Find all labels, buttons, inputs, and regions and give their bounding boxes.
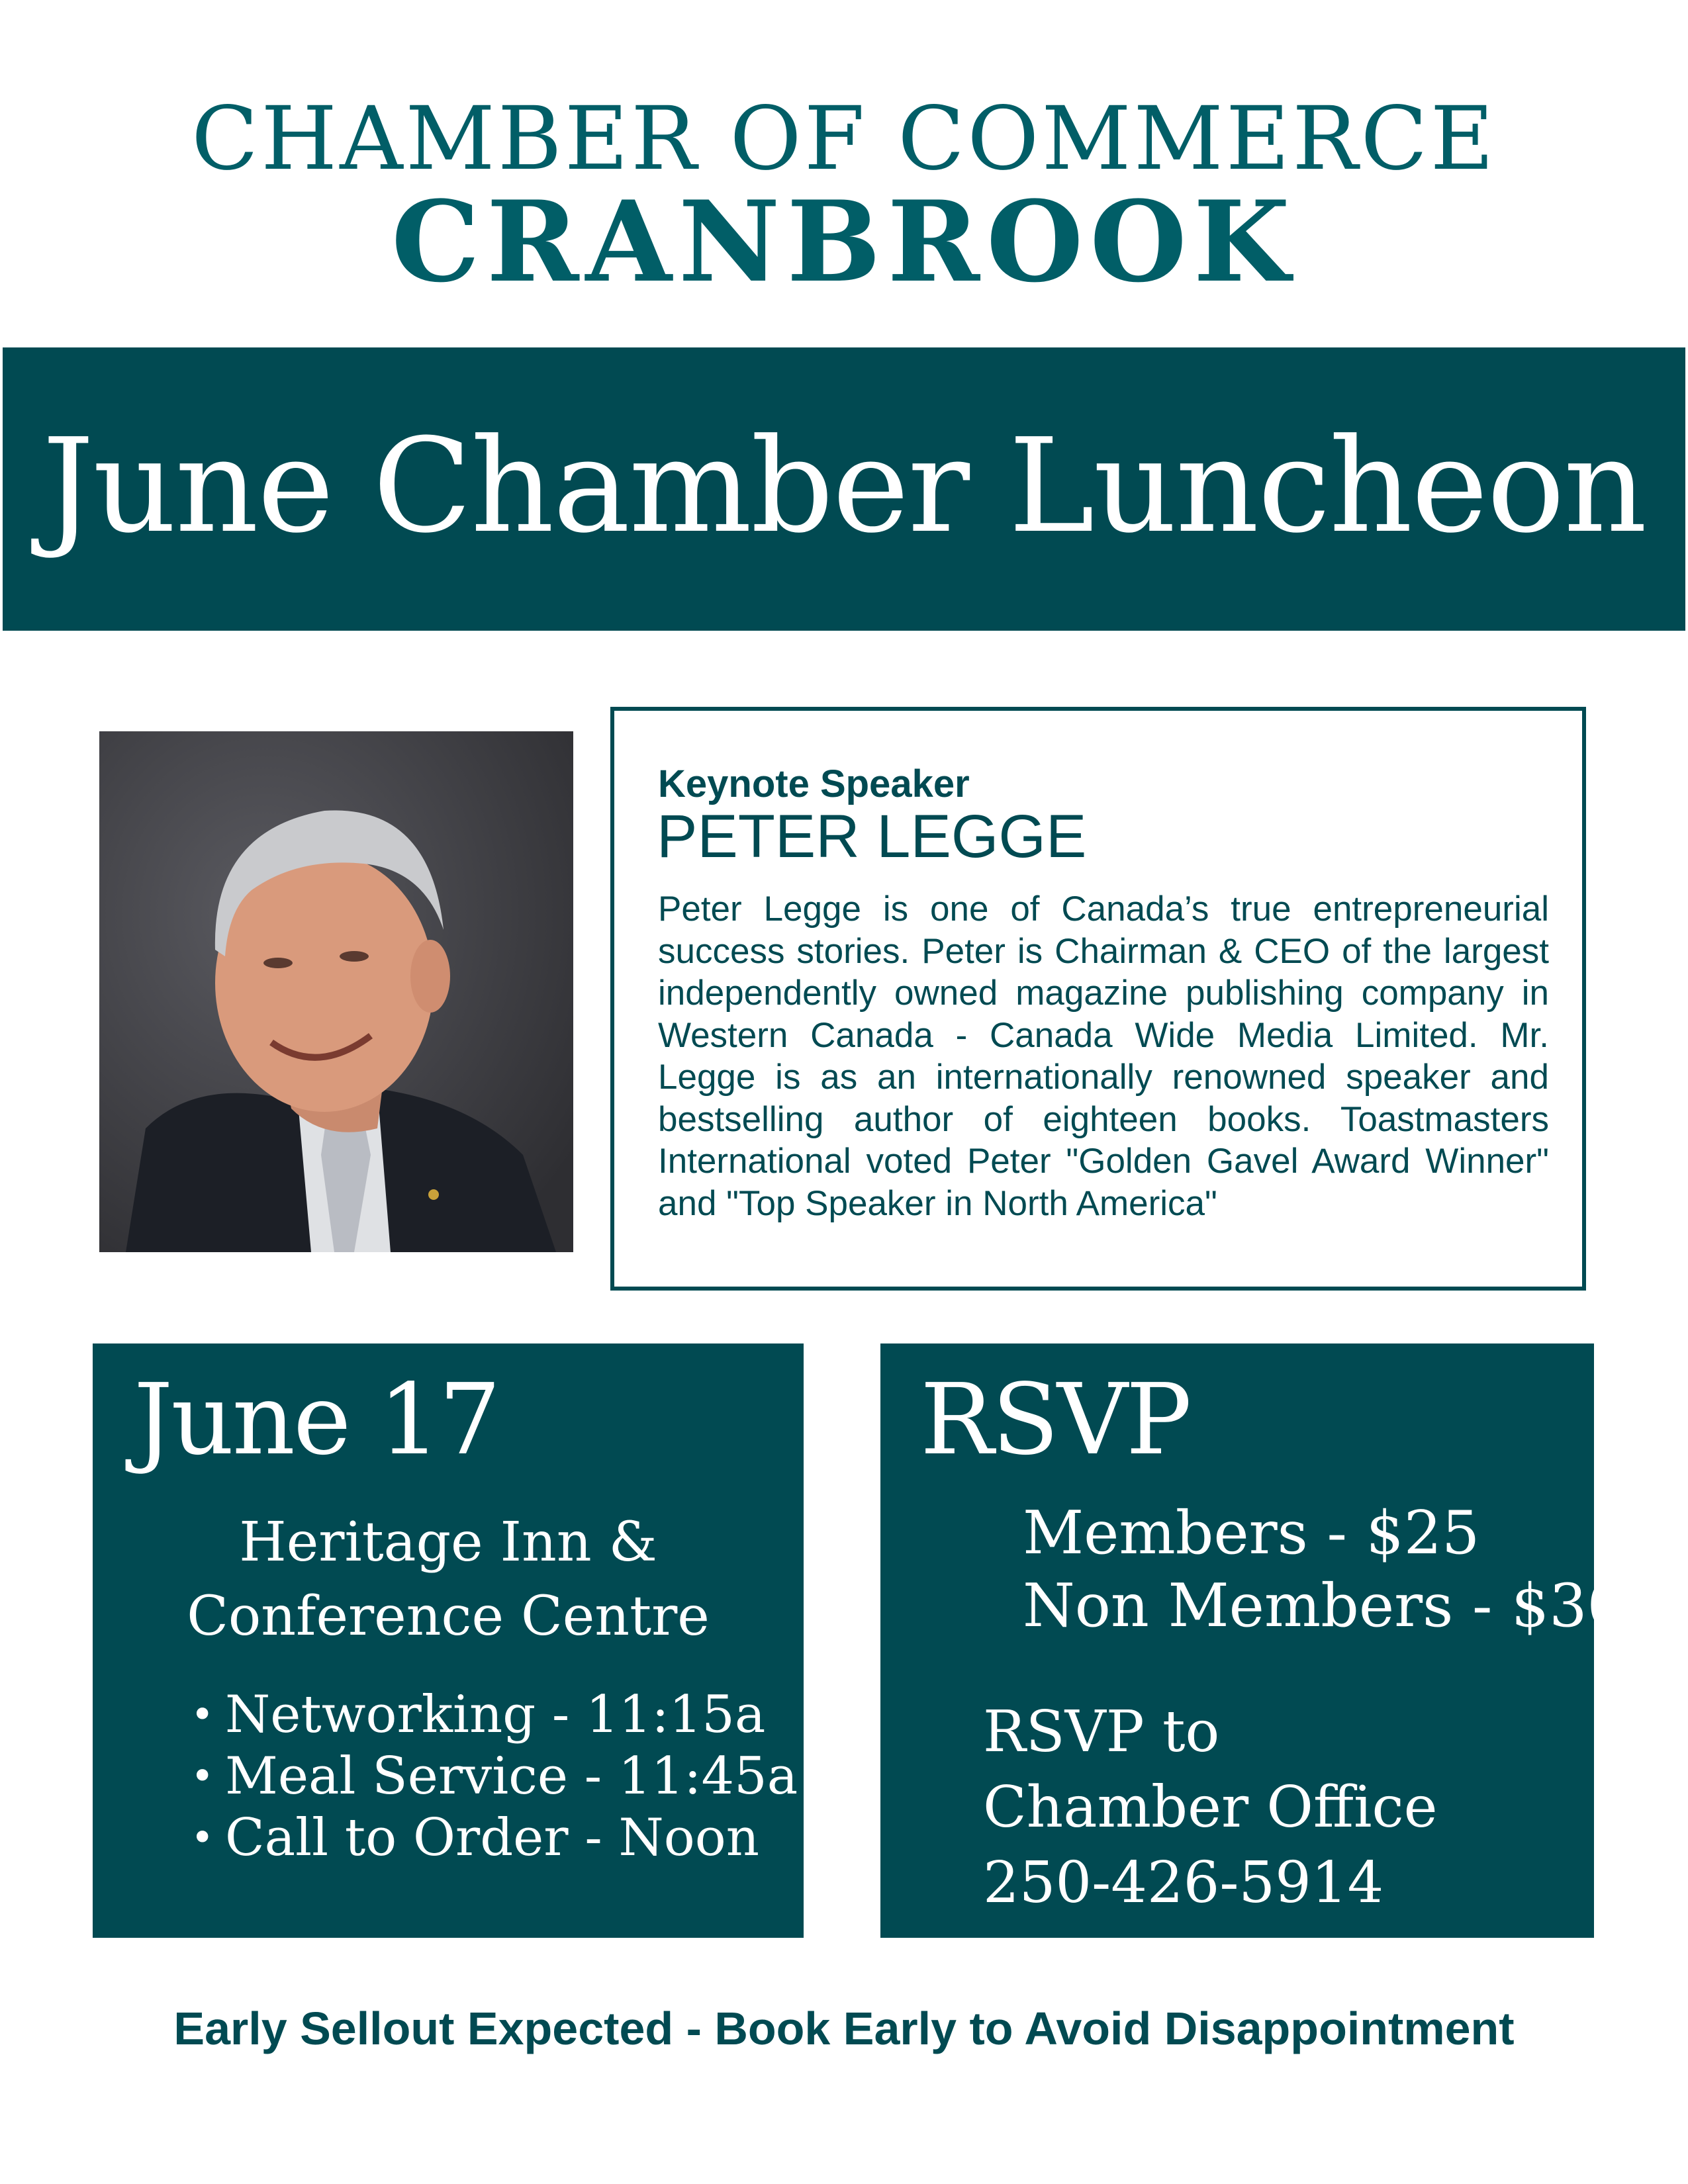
schedule-item-text: Meal Service - 11:45a — [225, 1747, 798, 1806]
bullet-icon: • — [191, 1815, 214, 1861]
schedule-item — [191, 1807, 798, 1869]
speaker-info-box — [610, 707, 1586, 1291]
organization-city: CRANBROOK — [391, 176, 1297, 307]
schedule-item — [191, 1684, 798, 1746]
schedule-list — [191, 1684, 798, 1869]
price-list — [1023, 1497, 1625, 1643]
rsvp-panel — [880, 1343, 1625, 1938]
event-details-panel — [93, 1343, 804, 1938]
schedule-item — [191, 1746, 798, 1807]
footer-note: Early Sellout Expected - Book Early to Avoid Disappointment — [173, 2003, 1515, 2054]
rsvp-to-line-1: RSVP to — [983, 1699, 1220, 1765]
rsvp-to-line-2: Chamber Office — [983, 1774, 1438, 1841]
event-date: June 17 — [134, 1363, 499, 1477]
rsvp-heading: RSVP — [920, 1363, 1190, 1477]
speaker-photo — [99, 731, 573, 1252]
event-venue — [93, 1506, 804, 1654]
title-banner — [3, 347, 1685, 631]
speaker-name: PETER LEGGE — [657, 803, 1087, 870]
venue-line-1: Heritage Inn & — [239, 1511, 657, 1574]
rsvp-contact — [983, 1694, 1438, 1921]
rsvp-phone: 250-426-5914 — [983, 1850, 1384, 1916]
keynote-label: Keynote Speaker — [658, 762, 970, 805]
schedule-item-text: Call to Order - Noon — [225, 1808, 759, 1868]
speaker-bio: Peter Legge is one of Canada’s true entrepreneurial success stories. Peter is Chairman & CEO of the largest independently owned magazine publishing company in Western Canada - Canada Wide Media Limited. Mr. Legge is as an internationally renowned speaker and bestselling author of eighteen books. Toastmasters International voted Peter "Golden Gavel Award Winner" and "Top Speaker in North America" — [658, 889, 1549, 1223]
event-title: June Chamber Luncheon — [42, 411, 1646, 562]
speaker-portrait-illustration — [99, 731, 573, 1252]
members-price: Members - $25 — [1023, 1498, 1480, 1568]
schedule-item-text: Networking - 11:15a — [225, 1685, 766, 1745]
bullet-icon: • — [191, 1692, 214, 1738]
organization-name: CHAMBER OF COMMERCE — [191, 88, 1497, 190]
bullet-icon: • — [191, 1753, 214, 1799]
non-members-price: Non Members - $30 — [1023, 1571, 1625, 1641]
venue-line-2: Conference Centre — [187, 1585, 710, 1648]
